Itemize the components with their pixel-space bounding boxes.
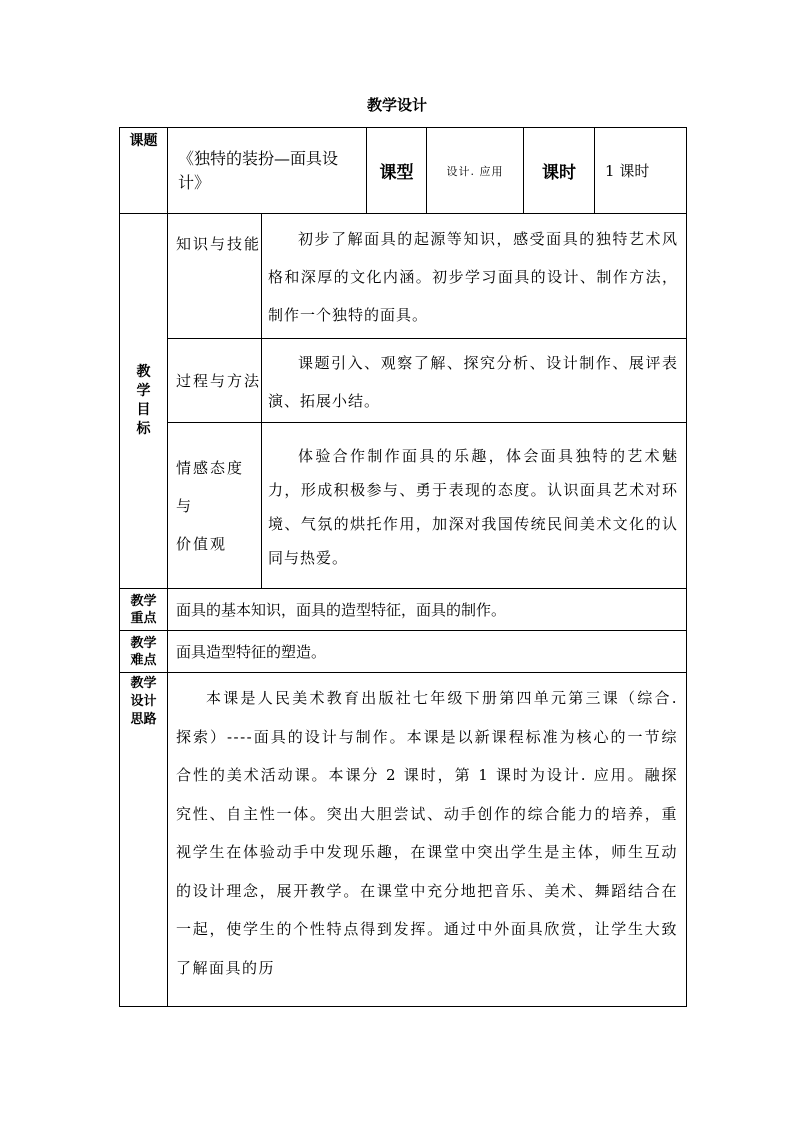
objective-text-knowledge: 初步了解面具的起源等知识，感受面具的独特艺术风格和深厚的文化内涵。初步学习面具的设计、制作方法，制作一个独特的面具。 <box>262 214 687 339</box>
objective-row-emotion <box>120 423 687 589</box>
objective-label-knowledge: 知识与技能 <box>168 214 262 339</box>
design-idea-text: 本课是人民美术教育出版社七年级下册第四单元第三课（综合. 探索）----面具的设计与制作。本课是以新课程标准为核心的一节综合性的美术活动课。本课分 2 课时，第 1 课时为设计. 应用。融探究性、自主性一体。突出大胆尝试、动手创作的综合能力的培养，重视学生在体验动手中发现乐趣，在课堂中突出学生是主体，师生互动的设计理念，展开教学。在课堂中充分地把音乐、美术、舞蹈结合在一起，使学生的个性特点得到发挥。通过中外面具欣赏，让学生大致了解面具的历 <box>168 673 687 1007</box>
objective-label-emotion-line-3: 价值观 <box>176 534 228 553</box>
topic-value: 《独特的装扮—面具设计》 <box>168 128 367 214</box>
hours-label: 课时 <box>524 128 595 214</box>
objective-row-knowledge <box>120 214 687 339</box>
objective-label-emotion-line-1: 情感态度 <box>176 458 245 477</box>
difficult-points-text: 面具造型特征的塑造。 <box>168 631 687 673</box>
design-idea-label <box>120 673 168 1007</box>
key-points-row <box>120 589 687 631</box>
design-idea-label-line-2: 设计 <box>130 694 157 709</box>
difficult-points-label-line-1: 教学 <box>130 635 157 651</box>
objectives-label-cell <box>120 214 168 589</box>
topic-label: 课题 <box>120 128 168 214</box>
lesson-plan-table <box>119 127 687 1007</box>
key-points-label-line-2: 重点 <box>130 610 157 626</box>
key-points-label-line-1: 教学 <box>130 593 157 609</box>
key-points-label <box>120 589 168 631</box>
header-row <box>120 128 687 214</box>
objective-text-emotion: 体验合作制作面具的乐趣，体会面具独特的艺术魅力，形成积极参与、勇于表现的态度。认识面具艺术对环境、气氛的烘托作用，加深对我国传统民间美术文化的认同与热爱。 <box>262 423 687 589</box>
hours-value: 1 课时 <box>595 128 687 214</box>
objective-label-emotion-line-2: 与 <box>176 496 194 515</box>
objective-label-emotion <box>168 423 262 589</box>
difficult-points-label-line-2: 难点 <box>130 652 157 668</box>
objective-label-process: 过程与方法 <box>168 339 262 423</box>
difficult-points-row <box>120 631 687 673</box>
objective-row-process <box>120 339 687 423</box>
design-idea-row <box>120 673 687 1007</box>
design-idea-label-line-1: 教学 <box>130 676 157 691</box>
type-value: 设计. 应用 <box>427 128 524 214</box>
difficult-points-label <box>120 631 168 673</box>
objectives-label: 教学目标 <box>136 364 151 437</box>
document-title: 教学设计 <box>366 96 427 114</box>
objective-text-process: 课题引入、观察了解、探究分析、设计制作、展评表演、拓展小结。 <box>262 339 687 423</box>
key-points-text: 面具的基本知识，面具的造型特征，面具的制作。 <box>168 589 687 631</box>
type-label: 课型 <box>367 128 427 214</box>
design-idea-label-line-3: 思路 <box>130 712 157 727</box>
